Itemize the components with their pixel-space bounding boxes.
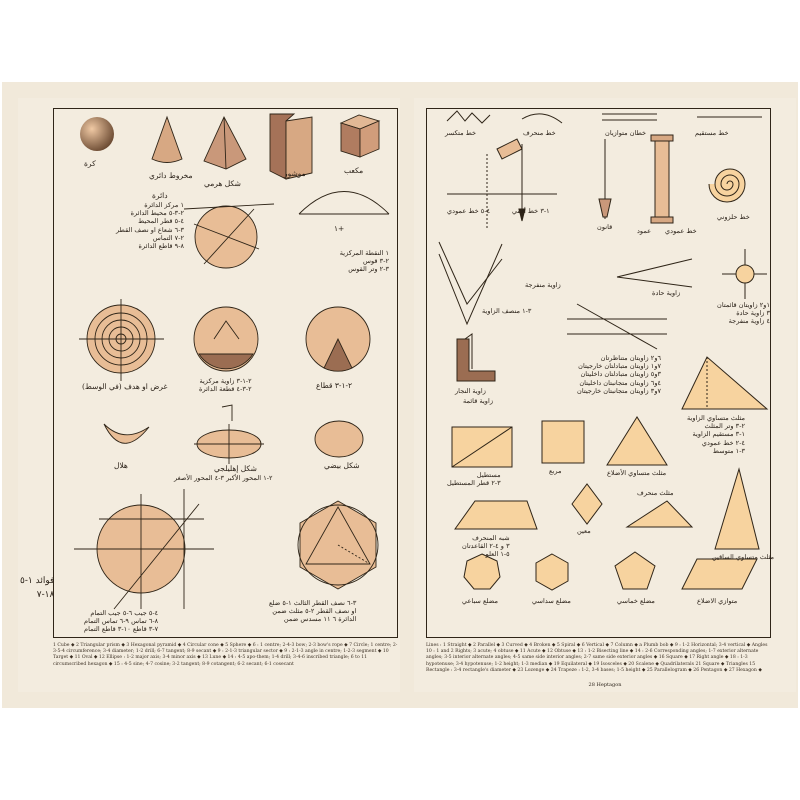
obtuse-label: زاوية منفرجة (525, 281, 561, 289)
right-caption: Lines : 1 Straight ◆ 2 Parallel ◆ 3 Curved ◆ 4 Broken ◆ 5 Spiral ◆ 6 Vertical ◆ 7 Column ◆ a Plumb bob ◆ 9 : 1-2 Horizontal; 3-4 vertical ◆ Angles 10 : 1 and 2 Rights; 3 acute; 4 obtuse ◆ 11 Acute ◆ 12 Obtuse ◆ 13 : 1-2 Bisecting line ◆ 14 : 2-6 Corresponding angles; 1-7 exterior alternate angles; 3-5 interior alternate angles; 4-5 same side interior angles; 2-7 same side exterior angles ◆ 16 Square ◆ 17 Right angle ◆ 18 : 1-3 hypotenuse; 3-4 hypotenuse; 1-2 height; 1-3 median ◆ 19 Equilateral ◆ 19 Isosceles ◆ 20 Scalene ◆ Quadrilaterals 21 Square ◆ Triangles 15 Rectangle : 3-4 rectangle's diameter ◆ 23 Lozenge ◆ 24 Trapeze : 1-2, 3-4 bases; 1-5 height ◆ 25 Parallelogram ◆ 26 Pentagon ◆ 27 Hexagon ◆ (426, 643, 768, 673)
cone-shape (152, 117, 182, 163)
triangle-item: ٤-٢ خط عمودي (701, 438, 745, 447)
right-triangle (682, 357, 767, 409)
target-label: غرض او هدف (في الوسط) (82, 382, 168, 391)
column-label: عمود (637, 227, 652, 235)
rectangle-legend (447, 471, 501, 487)
circle-item: ١ مركز الدائرة (144, 201, 184, 209)
scalene-triangle (627, 501, 692, 527)
circle-legend (114, 201, 184, 250)
crescent-label: هلال (114, 461, 128, 470)
arc-legend (309, 249, 389, 274)
isosceles-label: مثلث متساوي الساقين (712, 553, 775, 561)
trapezoid-item: ٥-١ العلو (485, 550, 510, 559)
egg-shape (315, 421, 363, 457)
right-angle-item: ٣ زاوية حادة (736, 309, 770, 318)
cone-label: مخروط دائري (149, 171, 193, 180)
pentagon-label: مضلع خماسي (617, 597, 655, 605)
triangle-item: ٣-١ متوسط (712, 446, 745, 455)
spiral-figure (709, 169, 745, 202)
side-note-line: ١٨-٧ (36, 589, 55, 600)
trapezoid-legend (462, 534, 510, 559)
square-label: مربع (549, 467, 562, 475)
ruler-label: قانون (597, 223, 613, 231)
right-angle-label: زاوية قائمة (463, 397, 494, 405)
circle-title: دائرة (152, 191, 168, 200)
carpenter-square-label: زاوية النجار (455, 387, 486, 395)
egg-label: شكل بيضي (324, 461, 360, 470)
square-shape (542, 421, 584, 463)
pyramid-shape (204, 117, 246, 169)
prism-label: موشور (284, 169, 306, 178)
arc-item: ٣-٢ وتر القوس (348, 265, 389, 274)
equilateral-label: مثلث متساوي الأضلاع (607, 469, 667, 477)
parallel-label: خطان متوازيان (605, 129, 647, 137)
trig-figure (74, 489, 214, 609)
hexagon-shape (536, 554, 568, 590)
right-plate (426, 108, 775, 638)
circle-item: ٣-٦ شعاع او نصف القطر (116, 225, 184, 234)
book-spread (2, 82, 798, 708)
trig-item: ٨-٦ تماس ٩-٦ تماس التمام (84, 617, 159, 626)
parallelogram-shape (682, 559, 757, 589)
central-angle-item: ٢-١-٣ زاوية مركزية (199, 377, 252, 385)
equilateral-triangle (607, 417, 667, 465)
column-figure (655, 139, 669, 219)
cube-label: مكعب (344, 166, 364, 175)
trapezoid-shape (455, 501, 537, 529)
trig-item: ٧-٣ قاطع ١٠-٣ قاطع التمام (84, 625, 159, 634)
angle-list-item: ٧و٣ زاويتان متجانبتان خارجيتان (577, 386, 662, 395)
isosceles-triangle (715, 469, 759, 549)
right-angle-legend (717, 301, 770, 326)
trig-legend (84, 609, 158, 634)
heptagon-label: مضلع سباعي (462, 597, 498, 605)
broken-label: خط متكسر (445, 129, 477, 137)
acute-label: زاوية حادة (652, 289, 681, 297)
right-angle-item: ١و٢ زاويتان قائمتان (717, 301, 770, 309)
page-number: 28 Heptagon (588, 682, 622, 688)
heptagon-shape (464, 554, 500, 589)
circle-item: ٢-٣-٥ محيط الدائرة (130, 209, 184, 218)
left-caption: 1 Cube ◆ 2 Triangular prism ◆ 3 Hexagonal pyramid ◆ 4 Circular cone ◆ 5 Sphere ◆ 6 : 1 centre; 2-4-3 bow; 2-3 bow's rope ◆ 7 Circle; 1 centre; 2-3-5-4 circumference; 3-4 diameter; 1-2 drill; 6-7 tangent; 8-9 secant ◆ 9 : 2-1-3 triangular sector ◆ 9 : 2-1-3 angle in centre; 1-2-3 segment ◆ 10 Target ◆ 11 Oval ◆ 12 Ellipse : 1-2 major axis; 3-4 minor axis ◆ 13 Lune ◆ 14 : 4-5 apo-them; 1-4 drill; 3-4-6 inscribed triangle; 6 to 11 circumscribed hexagon ◆ 15 : 4-5 sine; 4-7 cosine; 3-2 tangent; 8-9 cotangent; 6-2 secant; 6-1 cosecant (53, 643, 398, 667)
bisector-label: ٣-١ منصف الزاوية (482, 307, 532, 315)
central-angle-legend (199, 377, 252, 393)
trapezoid-item: شبه المنحرف (472, 534, 510, 542)
crescent-shape (104, 424, 149, 443)
circle-item: ٨-٩ قاطع الدائرة (138, 242, 184, 251)
transversal-figure (567, 304, 667, 349)
circle-item: ٤-٥ قطر المحيط (138, 217, 184, 226)
inscribed-legend (269, 599, 356, 624)
trig-item: ٤-٥ جيب ٦-٥ جيب التمام (90, 609, 159, 617)
triangle-item: ٢-٣ وتر المثلث (704, 422, 745, 431)
sphere-label: كرة (84, 159, 96, 168)
inscribed-item: الدائرة ٦ ١١ مسدس ضمن (283, 615, 357, 624)
angle-list-item: ٧و١ زاويتان متبادلتان خارجيتان (578, 362, 662, 371)
arc-figure (299, 192, 389, 215)
plumb-figure (497, 139, 522, 159)
angle-list-item: ٣و٥ زاويتان متبادلتان داخليتان (580, 370, 662, 379)
arc-plus: +١ (334, 224, 345, 233)
rhombus-shape (572, 484, 602, 524)
pyramid-label: شكل هرمي (204, 179, 241, 188)
side-note (20, 575, 54, 602)
right-angle-item: ٤ زاوية منفرجة (728, 317, 770, 326)
spiral-label: خط حلزوني (717, 213, 750, 221)
side-note-line: فوائد ١-٥ (20, 576, 55, 586)
left-plate (53, 108, 398, 638)
left-page (18, 98, 400, 692)
obtuse-angle (439, 242, 502, 304)
triangle-item: ١-٣ مستقيم الزاوية (692, 430, 745, 439)
inscribed-item: او نصف القطر ٢-٥ مثلث ضمن (272, 607, 357, 616)
ellipse-label: شكل إهليلجي (214, 464, 257, 473)
rhombus-label: معين (577, 527, 591, 535)
triangle-item: مثلث متساوي الزاوية (687, 414, 745, 422)
inscribed-item: ٣-٦ نصف القطر الثالث ١-٥ ضلع (269, 599, 357, 607)
angle-list-item: ٤و٦ زاويتان متجانبتان داخليتان (579, 378, 662, 387)
arc-item: ١ النقطة المركزية (339, 249, 389, 257)
ellipse-items: ٢-١ المحور الأكبر ٣-٤ المحور الأصغر (174, 474, 273, 482)
parallelogram-label: متوازي الاضلاع (697, 597, 738, 605)
curved-label: خط منحرف (523, 129, 556, 137)
central-angle-item: ٢-٣-٤ قطعة الدائرة (199, 385, 252, 394)
broken-line (447, 111, 490, 123)
circle-item: ٢-٧ التماس (152, 233, 184, 242)
trapezoid-item: ٣ و ٤-٢ القاعدتان (462, 542, 510, 551)
plumb-label: ٤-٥ خط عمودي (447, 207, 491, 215)
sector-label: ٢-١-٣ قطاع (316, 381, 353, 390)
pentagon-shape (615, 552, 655, 589)
vertical-label: خط عمودي (665, 227, 697, 235)
acute-angle (617, 259, 692, 287)
carpenter-square (457, 339, 495, 381)
angle-list-item: ٦و٢ زاويتان متناظرتان (600, 354, 662, 362)
triangle-legend (687, 414, 745, 455)
rectangle-item: مستطيل (476, 471, 501, 479)
target-figure (79, 299, 164, 381)
scalene-label: مثلث منحرف (637, 489, 674, 497)
right-angles (722, 249, 767, 299)
curved-line (522, 114, 562, 123)
arc-item: ٢-٣ قوس (362, 257, 389, 266)
straight-label: خط مستقيم (695, 129, 729, 137)
hexagon-label: مضلع سداسي (532, 597, 571, 605)
sphere-shape (80, 117, 114, 151)
horizontal-label: ١-٣ خط أفقي (512, 207, 550, 215)
angle-list (577, 354, 661, 395)
rectangle-item: ٣-٢ قطر المستطيل (447, 479, 501, 488)
inscribed-figure (298, 501, 378, 589)
right-page (414, 98, 796, 692)
